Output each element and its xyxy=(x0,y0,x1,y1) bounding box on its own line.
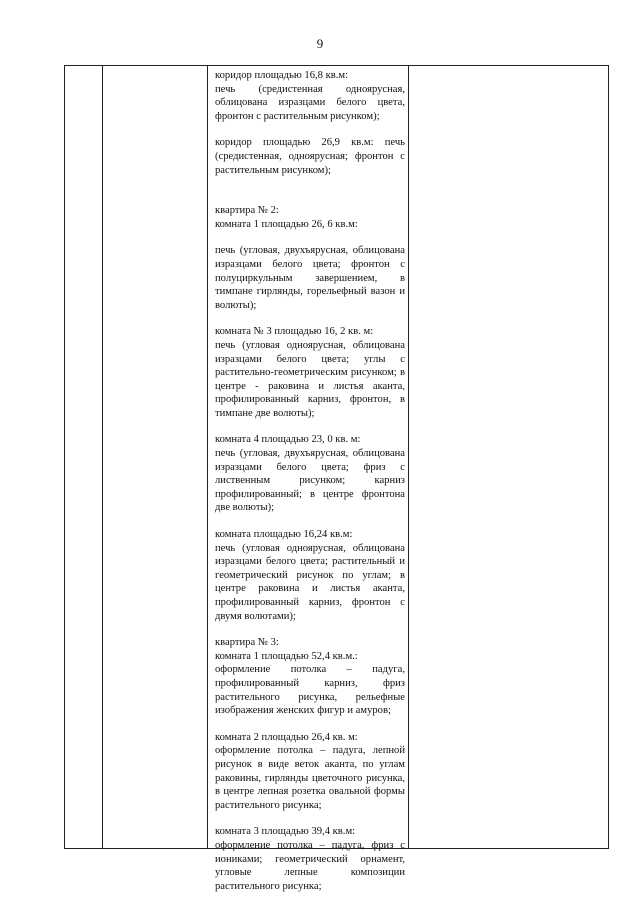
column-divider xyxy=(102,66,103,848)
column-divider xyxy=(207,66,208,848)
paragraph: печь (средистенная одноярусная, облицована изразцами белого цвета, фронтон с растительным рисунком); xyxy=(215,83,405,122)
document-table xyxy=(64,65,609,892)
paragraph: оформление потолка – падуга, профилированный карниз, фриз растительного рисунка, рельефные изображения женских фигур и амуров; xyxy=(215,664,405,717)
paragraph: оформление потолка – падуга, фриз с иониками; геометрический орнамент, угловые лепные композиции растительного рисунка; xyxy=(215,839,405,892)
paragraph: комната площадью 16,24 кв.м: xyxy=(215,529,353,541)
paragraph: коридор площадью 26,9 кв.м: печь (средистенная, одноярусная; фронтон с растительным рисунком); xyxy=(215,137,405,176)
paragraph: комната 4 площадью 23, 0 кв. м: xyxy=(215,434,361,446)
paragraph: квартира № 2: xyxy=(215,205,279,217)
paragraph: печь (угловая одноярусная, облицована изразцами белого цвета; углы с растительно-геометрическим рисунком; в центре - раковина и листья аканта, профилированный карниз, фронтон, в тимпане две волюты); xyxy=(215,339,405,419)
paragraph: квартира № 3: xyxy=(215,637,279,649)
paragraph: комната 2 площадью 26,4 кв. м: xyxy=(215,731,358,743)
paragraph: оформление потолка – падуга, лепной рисунок в виде веток аканта, по углам раковины, гирлянды цветочного рисунка, в центре лепная розетка овальной формы растительного рисунка; xyxy=(215,745,405,811)
paragraph: комната 1 площадью 26, 6 кв.м: xyxy=(215,218,358,230)
paragraph: коридор площадью 16,8 кв.м: xyxy=(215,70,349,81)
paragraph: комната 1 площадью 52,4 кв.м.: xyxy=(215,650,358,662)
column-divider xyxy=(408,66,409,848)
paragraph: печь (угловая, двухъярусная, облицована изразцами белого цвета; фриз с лиственным рисунком; карниз профилированный; в центре фронтона две волюты); xyxy=(215,448,405,514)
page-number: 9 xyxy=(316,36,324,51)
paragraph: печь (угловая одноярусная, облицована изразцами белого цвета; растительный и геометрический рисунок по углам; в центре раковина и листья аканта, профилированный карниз, фронтон с двумя волютами); xyxy=(215,542,405,622)
description-cell xyxy=(215,69,405,893)
paragraph: печь (угловая, двухъярусная, облицована изразцами белого цвета; фронтон с полуциркульным завершением, в тимпане гирлянды, горельефный вазон и волюты); xyxy=(215,245,405,311)
paragraph: комната 3 площадью 39,4 кв.м: xyxy=(215,826,356,838)
paragraph: комната № 3 площадью 16, 2 кв. м: xyxy=(215,326,374,338)
